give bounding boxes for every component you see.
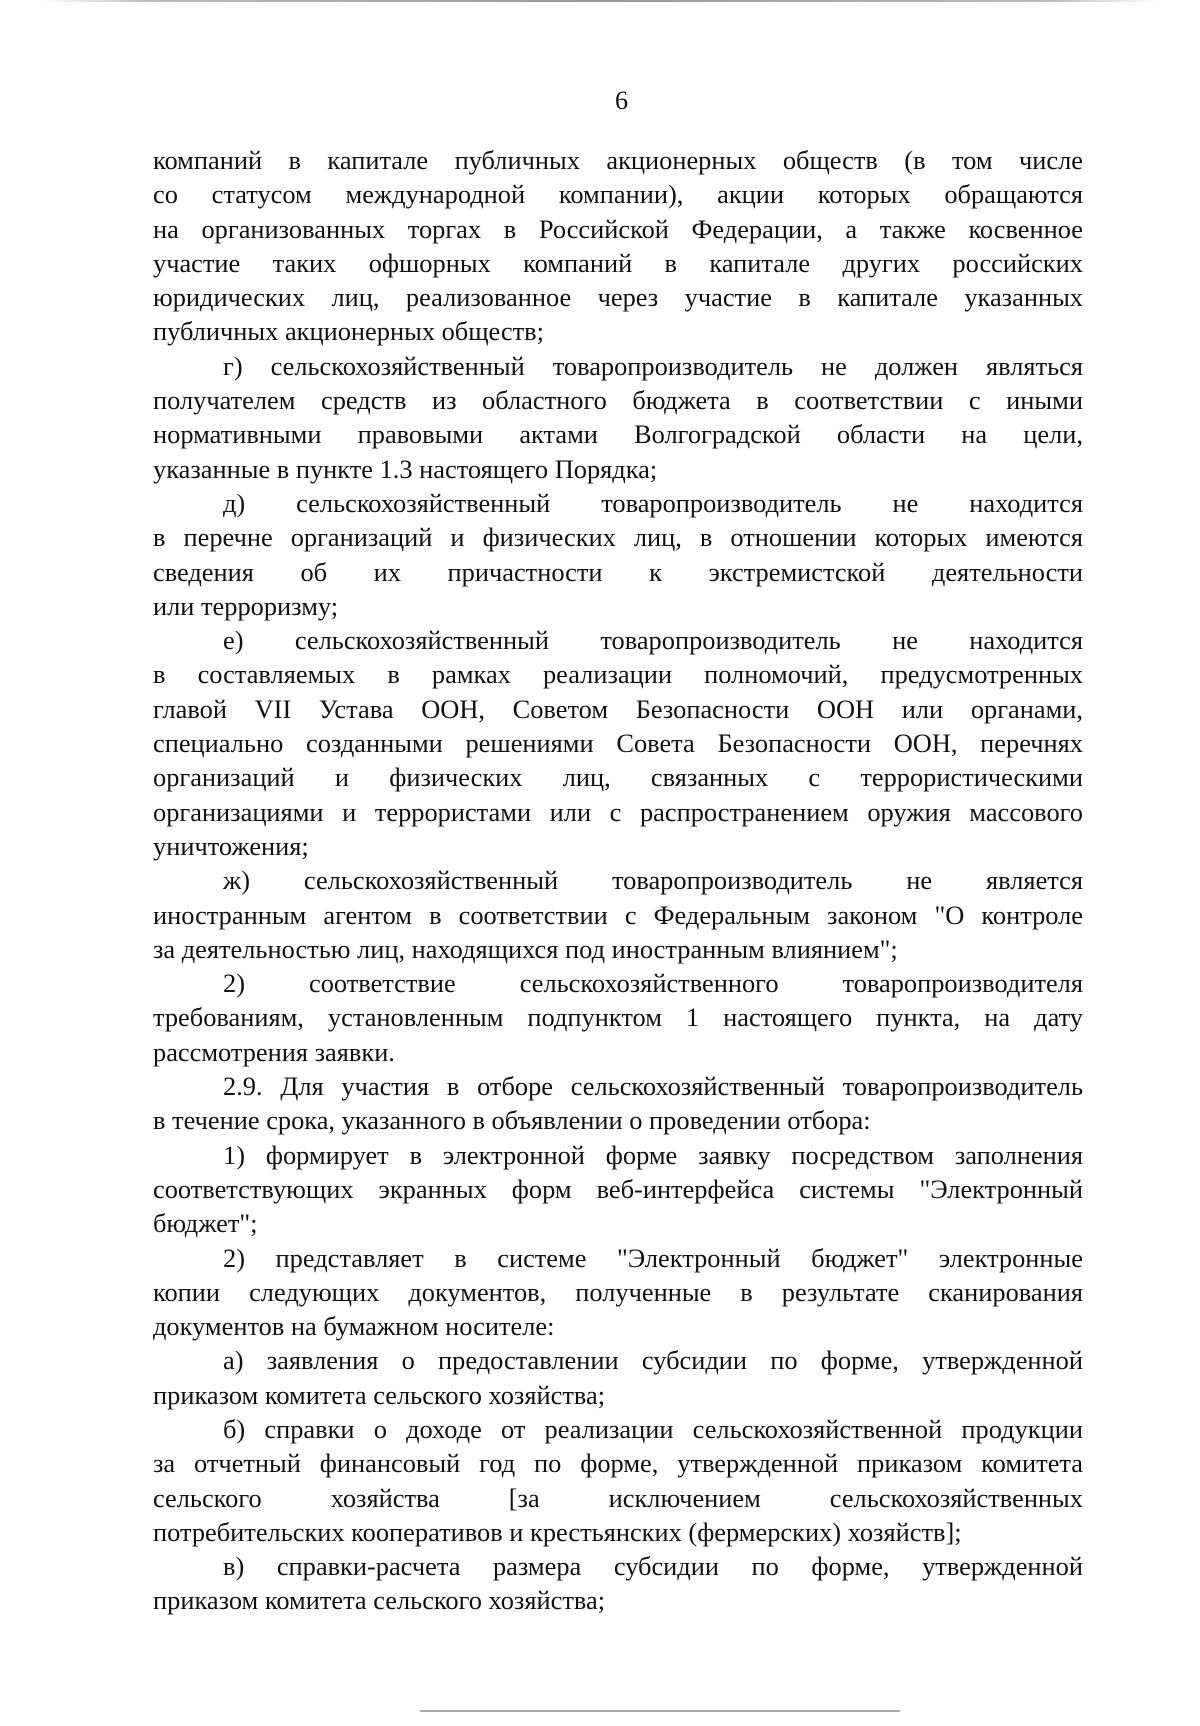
scan-edge-top xyxy=(40,0,1160,2)
text-line: за отчетный финансовый год по форме, утвержденной приказом комитета xyxy=(153,1448,1083,1479)
text-line: в течение срока, указанного в объявлении о проведении отбора: xyxy=(153,1105,871,1136)
text-line: рассмотрения заявки. xyxy=(153,1036,395,1067)
text-line: главой VII Устава ООН, Советом Безопасности ООН или органами, xyxy=(153,693,1083,724)
text-line: 2) соответствие сельскохозяйственного товаропроизводителя xyxy=(223,968,1083,999)
text-line: приказом комитета сельского хозяйства; xyxy=(153,1585,606,1616)
text-line: нормативными правовыми актами Волгоградской области на цели, xyxy=(153,419,1083,450)
text-line: участие таких офшорных компаний в капитале других российских xyxy=(153,247,1083,278)
text-line: в перечне организаций и физических лиц, в отношении которых имеются xyxy=(153,522,1083,553)
text-line: в) справки-расчета размера субсидии по форме, утвержденной xyxy=(223,1551,1083,1582)
text-line: указанные в пункте 1.3 настоящего Порядка; xyxy=(153,453,658,484)
text-line: публичных акционерных обществ; xyxy=(153,316,544,347)
text-line: копии следующих документов, полученные в результате сканирования xyxy=(153,1276,1083,1307)
page-number: 6 xyxy=(615,86,628,115)
text-line: б) справки о доходе от реализации сельскохозяйственной продукции xyxy=(223,1413,1083,1444)
text-line: 1) формирует в электронной форме заявку посредством заполнения xyxy=(223,1139,1083,1170)
text-line: на организованных торгах в Российской Федерации, а также косвенное xyxy=(153,213,1083,244)
text-line: или терроризму; xyxy=(153,590,339,621)
text-line: а) заявления о предоставлении субсидии по форме, утвержденной xyxy=(223,1345,1083,1376)
scan-edge-bottom xyxy=(420,1710,900,1712)
text-line: за деятельностью лиц, находящихся под иностранным влиянием"; xyxy=(153,933,898,964)
text-line: специально созданными решениями Совета Безопасности ООН, перечнях xyxy=(153,728,1083,759)
text-line: сведения об их причастности к экстремистской деятельности xyxy=(153,556,1083,587)
text-line: получателем средств из областного бюджета в соответствии с иными xyxy=(153,385,1083,416)
text-line: е) сельскохозяйственный товаропроизводитель не находится xyxy=(223,625,1083,656)
text-line: 2) представляет в системе "Электронный бюджет" электронные xyxy=(223,1242,1083,1273)
text-line: ж) сельскохозяйственный товаропроизводитель не является xyxy=(223,865,1083,896)
text-line: юридических лиц, реализованное через участие в капитале указанных xyxy=(153,282,1083,313)
text-line: 2.9. Для участия в отборе сельскохозяйственный товаропроизводитель xyxy=(223,1071,1083,1102)
text-line: организациями и террористами или с распространением оружия массового xyxy=(153,796,1083,827)
text-line: соответствующих экранных форм веб-интерфейса системы "Электронный xyxy=(153,1173,1083,1204)
text-line: д) сельскохозяйственный товаропроизводитель не находится xyxy=(223,487,1083,518)
text-line: документов на бумажном носителе: xyxy=(153,1311,555,1342)
text-line: уничтожения; xyxy=(153,830,309,861)
document-body xyxy=(153,143,1083,1618)
text-line: приказом комитета сельского хозяйства; xyxy=(153,1379,606,1410)
text-line: требованиям, установленным подпунктом 1 настоящего пункта, на дату xyxy=(153,1002,1083,1033)
text-line: в составляемых в рамках реализации полномочий, предусмотренных xyxy=(153,659,1083,690)
text-line: компаний в капитале публичных акционерных обществ (в том числе xyxy=(153,145,1083,175)
text-line: г) сельскохозяйственный товаропроизводитель не должен являться xyxy=(223,350,1083,381)
text-line: организаций и физических лиц, связанных с террористическими xyxy=(153,762,1083,793)
text-line: сельского хозяйства [за исключением сельскохозяйственных xyxy=(153,1482,1083,1513)
text-line: потребительских кооперативов и крестьянских (фермерских) хозяйств]; xyxy=(153,1516,962,1547)
text-line: со статусом международной компании), акции которых обращаются xyxy=(153,179,1083,210)
text-line: иностранным агентом в соответствии с Федеральным законом "О контроле xyxy=(153,899,1083,930)
text-line: бюджет"; xyxy=(153,1208,258,1239)
